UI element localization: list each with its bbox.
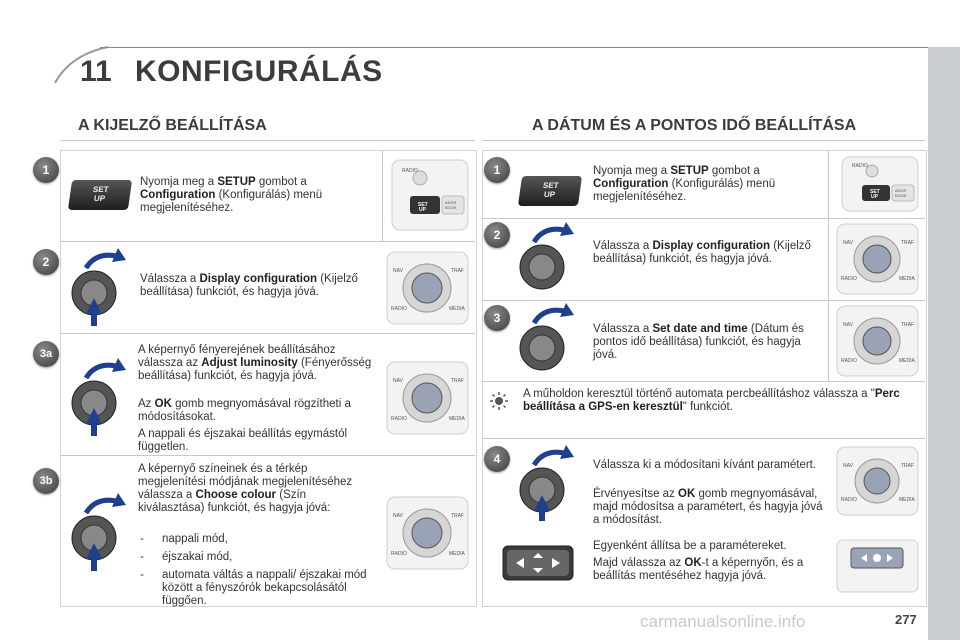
svg-text:BOOK: BOOK <box>895 193 907 198</box>
setup-button-icon: SET UP <box>68 180 132 210</box>
right-section-heading: A DÁTUM ÉS A PONTOS IDŐ BEÁLLÍTÁSA <box>532 117 857 134</box>
step-badge-3: 3 <box>484 305 510 331</box>
svg-text:NAV: NAV <box>843 463 853 469</box>
svg-text:RADIO: RADIO <box>841 497 857 503</box>
svg-text:MEDIA: MEDIA <box>449 551 465 557</box>
bullet-item: éjszakai mód, <box>162 551 233 563</box>
step-badge-3b: 3b <box>33 468 59 494</box>
right-step3-text: Válassza a Set date and time (Dátum és pontos idő beállítása) funkciót, és hagyja jóvá. <box>593 323 804 361</box>
svg-text:SET: SET <box>418 202 428 208</box>
page-number: 277 <box>895 612 917 627</box>
watermark: carmanualsonline.info <box>640 612 806 631</box>
left-img-sep-1 <box>382 150 383 241</box>
nav-knob-illustration <box>835 445 920 517</box>
svg-text:SET: SET <box>870 189 880 195</box>
left-section-heading: A KIJELZŐ BEÁLLÍTÁSA <box>78 117 267 134</box>
left-step3a-p2: Az OK gomb megnyomásával rögzítheti a módosításokat. <box>138 398 351 423</box>
svg-text:TRAF: TRAF <box>901 240 915 246</box>
svg-text:NAV: NAV <box>393 378 403 384</box>
nav-knob-illustration <box>385 360 470 436</box>
svg-text:TRAF: TRAF <box>901 322 915 328</box>
svg-text:TRAF: TRAF <box>451 378 465 384</box>
right-img-sep <box>828 150 829 381</box>
svg-text:RADIO: RADIO <box>391 551 407 557</box>
nav-knob-illustration <box>385 250 470 326</box>
svg-text:NAV: NAV <box>843 240 853 246</box>
step-badge-2: 2 <box>33 249 59 275</box>
right-sep-1 <box>482 218 925 219</box>
svg-text:UP: UP <box>419 207 426 213</box>
radio-label: RADIO <box>402 168 418 174</box>
nav-knob-illustration <box>835 222 920 296</box>
svg-text:UP: UP <box>871 194 878 200</box>
bullet-item: nappali mód, <box>162 533 228 545</box>
svg-text:MEDIA: MEDIA <box>449 306 465 312</box>
right-sep-3 <box>482 381 925 382</box>
chapter-title: KONFIGURÁLÁS <box>135 55 383 88</box>
svg-text:NAV: NAV <box>393 268 403 274</box>
rotary-knob-icon <box>66 358 136 438</box>
left-step1-text: Nyomja meg a SETUP gombot a Configuration (Konfigurálás) menü megjelenítéséhez. <box>140 176 323 214</box>
right-heading-rule <box>482 140 925 141</box>
setup-button-icon: SET UP <box>518 176 582 206</box>
svg-text:NAV: NAV <box>393 513 403 519</box>
rotary-knob-icon <box>66 248 136 328</box>
left-step3a-p3: A nappali és éjszakai beállítás egymástól független. <box>138 428 348 453</box>
rotary-knob-icon <box>514 303 584 379</box>
left-step3a-p1: A képernyő fényerejének beállításához válassza az Adjust luminosity (Fényerősség beállítása) funkciót, és hagyja jóvá. <box>138 344 372 382</box>
step-badge-1: 1 <box>33 157 59 183</box>
step-badge-2: 2 <box>484 222 510 248</box>
bullet-dash: - <box>140 569 144 581</box>
nav-knob-illustration <box>385 495 470 571</box>
svg-text:NAV: NAV <box>843 322 853 328</box>
rotary-knob-icon <box>66 493 136 573</box>
left-step3b-p1: A képernyő színeinek és a térkép megjelenítési módjának megjelenítéséhez válassza a Choose colour (Szín kiválasztása) funkciót, és hagyja jóvá: <box>138 463 353 514</box>
svg-text:RADIO: RADIO <box>841 276 857 282</box>
svg-text:MEDIA: MEDIA <box>899 358 915 364</box>
left-sep-1 <box>60 241 475 242</box>
step-badge-3a: 3a <box>33 341 59 367</box>
nav-knob-illustration <box>835 304 920 378</box>
right-step1-text: Nyomja meg a SETUP gombot a Configuration (Konfigurálás) menü megjelenítéséhez. <box>593 165 776 203</box>
svg-text:BOOK: BOOK <box>445 205 457 210</box>
rotary-knob-icon <box>514 445 584 521</box>
keypad-illustration <box>835 538 920 594</box>
bullet-dash: - <box>140 533 144 545</box>
svg-text:RADIO: RADIO <box>391 306 407 312</box>
setup-panel-illustration <box>840 155 920 213</box>
bullet-dash: - <box>140 551 144 563</box>
svg-text:ADDR: ADDR <box>895 188 907 193</box>
svg-text:RADIO: RADIO <box>391 416 407 422</box>
sun-icon <box>490 392 508 410</box>
gps-note-text: A műholdon keresztül történő automata percbeállításhoz válassza a "Perc beállítása a GPS-en keresztül" funkciót. <box>523 388 900 413</box>
svg-text:TRAF: TRAF <box>451 268 465 274</box>
left-heading-rule <box>60 140 475 141</box>
right-step2-text: Válassza a Display configuration (Kijelző beállítása) funkciót, és hagyja jóvá. <box>593 240 811 265</box>
left-step2-text: Válassza a Display configuration (Kijelző beállítása) funkciót, és hagyja jóvá. <box>140 273 358 298</box>
step-badge-4: 4 <box>484 446 510 472</box>
rotary-knob-icon <box>514 222 584 298</box>
right-sep-4 <box>482 438 925 439</box>
svg-text:RADIO: RADIO <box>841 358 857 364</box>
chapter-number: 11 <box>80 55 112 88</box>
chapter-sidebar <box>928 47 960 640</box>
right-step4-p1: Válassza ki a módosítani kívánt paramétert. <box>593 459 817 471</box>
svg-text:MEDIA: MEDIA <box>449 416 465 422</box>
setup-panel-illustration <box>390 158 470 232</box>
right-step4-p2: Érvényesítse az OK gomb megnyomásával, majd módosítsa a paramétert, és hagyja jóvá a módosítást. <box>593 488 823 526</box>
left-sep-3 <box>60 455 475 456</box>
keypad-icon <box>502 545 574 581</box>
right-step4-p3: Egyenként állítsa be a paramétereket. <box>593 540 787 552</box>
svg-text:RADIO: RADIO <box>852 163 868 169</box>
svg-text:MEDIA: MEDIA <box>899 497 915 503</box>
right-sep-2 <box>482 300 925 301</box>
svg-text:TRAF: TRAF <box>901 463 915 469</box>
left-sep-2 <box>60 333 475 334</box>
right-step4-p4: Majd válassza az OK-t a képernyőn, és a beállítás mentéséhez hagyja jóvá. <box>593 557 804 582</box>
svg-text:MEDIA: MEDIA <box>899 276 915 282</box>
header-rule <box>100 47 928 48</box>
bullet-item: automata váltás a nappali/ éjszakai mód között a fényszórók bekapcsolásától függően. <box>162 569 367 607</box>
step-badge-1: 1 <box>484 157 510 183</box>
svg-text:TRAF: TRAF <box>451 513 465 519</box>
svg-text:ADDR: ADDR <box>445 200 457 205</box>
